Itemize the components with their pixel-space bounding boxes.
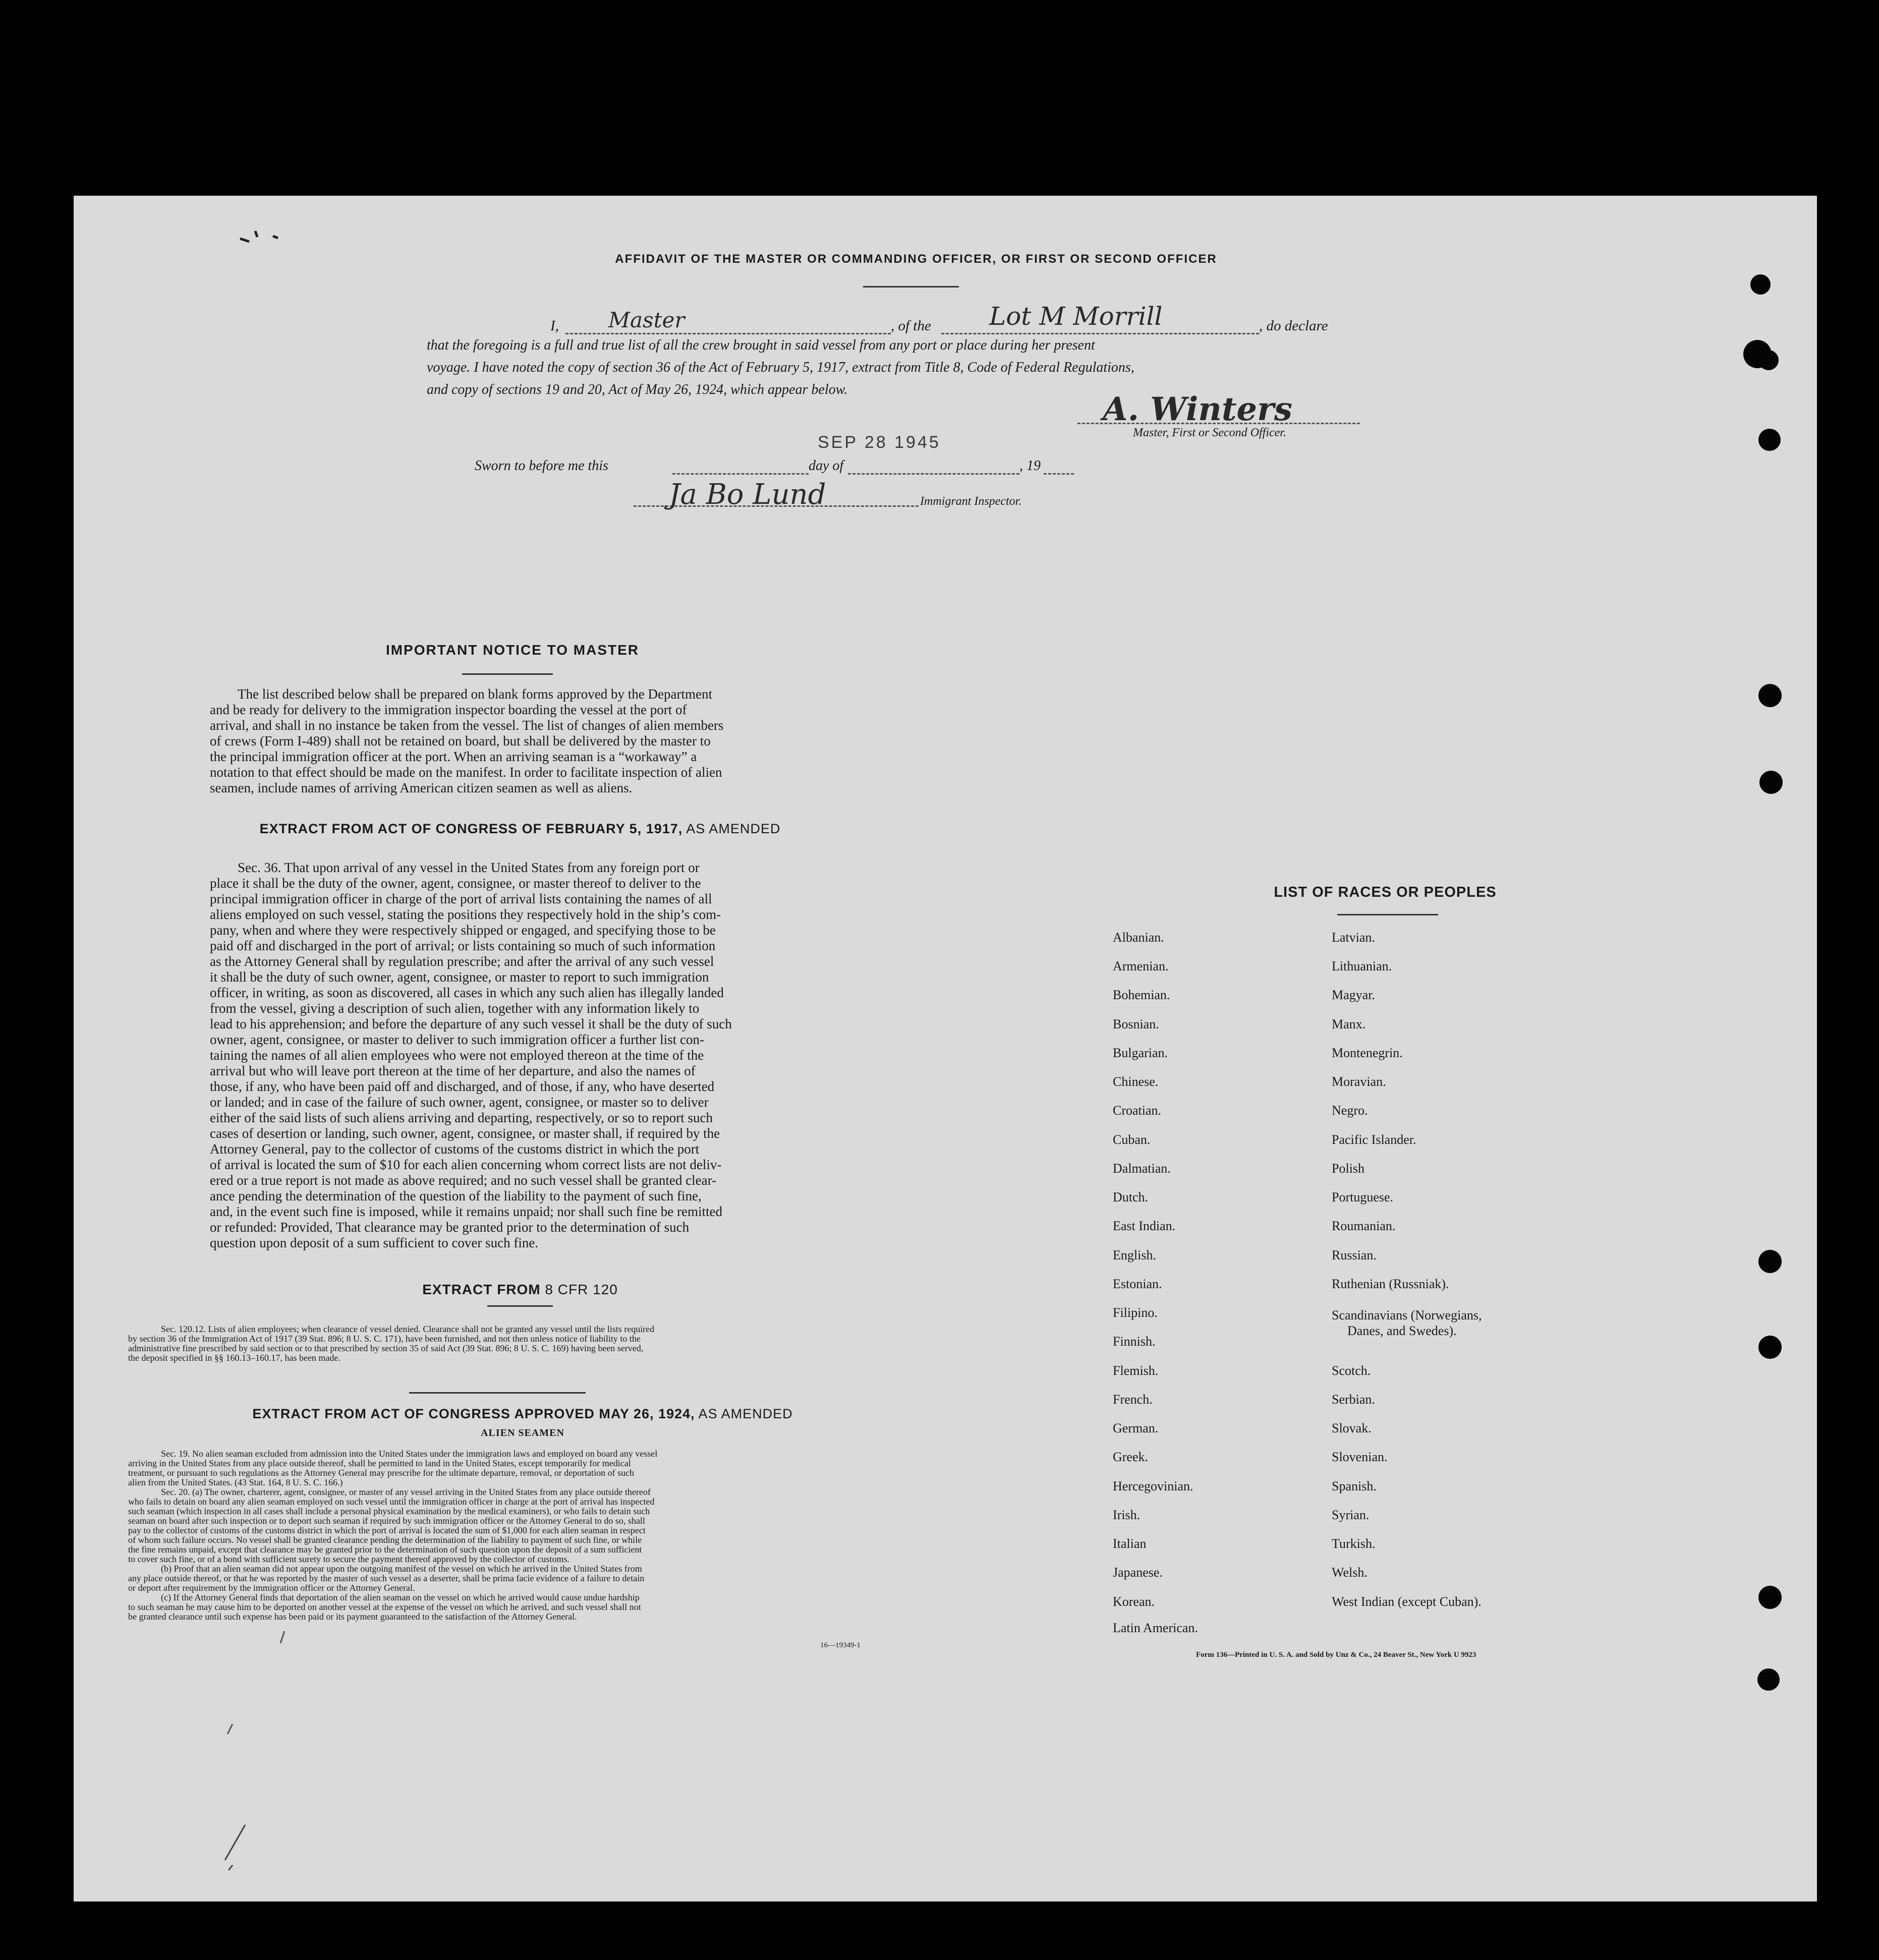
race-item: Spanish.	[1332, 1479, 1377, 1493]
notice-title: IMPORTANT NOTICE TO MASTER	[385, 642, 640, 658]
race-item: Manx.	[1332, 1017, 1366, 1031]
sec-36-line: or refunded: Provided, That clearance may be granted prior to the determination of such	[210, 1220, 690, 1235]
race-item: Moravian.	[1332, 1074, 1386, 1089]
race-item: Bulgarian.	[1113, 1046, 1168, 1060]
alien-seamen-subtitle: ALIEN SEAMEN	[481, 1427, 564, 1438]
sec-19-line: Sec. 19. No alien seaman excluded from admission into the United States under the immigration laws and employed on board any vessel	[161, 1449, 658, 1459]
notice-line: arrival, and shall in no instance be taken from the vessel. The list of changes of alien members	[210, 718, 724, 733]
sec-20b-line: any place outside thereof, or that he was reported by the master of such vessel as a deserter, shall be prima facie evidence of a failure to detain	[128, 1573, 645, 1583]
race-item: Magyar.	[1332, 988, 1375, 1002]
race-item: East Indian.	[1113, 1219, 1176, 1233]
inspector-caption: Immigrant Inspector.	[920, 495, 1022, 508]
form-page	[74, 196, 1817, 1901]
sec-36-line: ance pending the determination of the question of the liability to the payment of such fine,	[210, 1188, 702, 1203]
race-item: Dutch.	[1113, 1190, 1149, 1204]
statement-line-2: voyage. I have noted the copy of section 36 of the Act of February 5, 1917, extract from Title 8, Code of Federal Regulations,	[427, 360, 1134, 375]
do-declare-label: , do declare	[1259, 318, 1328, 334]
extract-1924-title-bold: EXTRACT FROM ACT OF CONGRESS APPROVED MAY 26, 1924,	[252, 1406, 695, 1421]
sec-20b-line: (b) Proof that an alien seaman did not appear upon the outgoing manifest of the vessel on which he arrived in the United States from	[161, 1564, 642, 1574]
scan-marks	[74, 196, 1817, 1901]
sec-36-line: taining the names of all alien employees who were not employed thereon at the time of the	[210, 1048, 704, 1063]
sec-36-line: place it shall be the duty of the owner, agent, consignee, or master thereof to deliver to the	[210, 876, 701, 891]
form-code: 16—19349-1	[820, 1641, 861, 1649]
sec-36-line: lead to his apprehension; and before the departure of any such vessel it shall be the duty of such	[210, 1016, 732, 1031]
race-item: Lithuanian.	[1332, 959, 1392, 973]
race-item: Hercegovinian.	[1113, 1479, 1193, 1493]
sec-19-line: arriving in the United States from any place outside thereof, shall be permitted to land in the United States, except temporarily for medical	[128, 1458, 631, 1468]
sec-19-line: treatment, or pursuant to such regulations as the Attorney General may prescribe for the ultimate departure, removal, or deportation of such	[128, 1468, 635, 1478]
sec-36-line: principal immigration officer in charge of the port of arrival lists containing the names of all	[210, 891, 712, 906]
race-item: Estonian.	[1113, 1277, 1162, 1291]
sec-36-line: Attorney General, pay to the collector of customs of the customs district in which the port	[210, 1141, 700, 1157]
race-item: Albanian.	[1113, 930, 1164, 945]
sec-20-line: of whom such failure occurs. No vessel shall be granted clearance pending the determination of the liability to payment of such fine, or while	[128, 1535, 642, 1545]
day-of-label: day of	[809, 458, 844, 474]
sec-20-line: the fine remains unpaid, except that clearance may be granted prior to the determination of such question upon the deposit of a sum sufficient	[128, 1544, 642, 1554]
sec-36-line: and, in the event such fine is imposed, while it remains unpaid; nor shall such fine be remitted	[210, 1204, 723, 1219]
affidavit-title: AFFIDAVIT OF THE MASTER OR COMMANDING OFFICER, OR FIRST OR SECOND OFFICER	[615, 252, 1217, 266]
race-item: Ruthenian (Russniak).	[1332, 1277, 1449, 1291]
race-item: Irish.	[1113, 1508, 1141, 1522]
races-title: LIST OF RACES OR PEOPLES	[1274, 884, 1497, 900]
sec-36-line: or landed; and in case of the failure of such owner, agent, consignee, or master so to deliver	[210, 1094, 709, 1110]
race-item: Latin American.	[1113, 1621, 1198, 1635]
race-item: Welsh.	[1332, 1565, 1368, 1580]
race-item-continuation: Danes, and Swedes).	[1347, 1323, 1457, 1338]
cfr-line: Sec. 120.12. Lists of alien employees; when clearance of vessel denied. Clearance shall not be granted any vessel until the lists required	[161, 1324, 655, 1334]
race-item: Scotch.	[1332, 1363, 1371, 1378]
sec-36-line: as the Attorney General shall by regulation prescribe; and after the arrival of any such vessel	[210, 954, 714, 969]
race-item: Finnish.	[1113, 1334, 1156, 1349]
race-item: Pacific Islander.	[1332, 1132, 1416, 1147]
sec-20-line: who fails to detain on board any alien seaman employed on such vessel until the immigration officer in charge at the port of arrival has inspected	[128, 1496, 655, 1507]
race-item: Bosnian.	[1113, 1017, 1159, 1031]
race-item: Japanese.	[1113, 1565, 1163, 1580]
race-item: French.	[1113, 1392, 1153, 1407]
race-item: Greek.	[1113, 1450, 1149, 1464]
sec-36-line: ered or a true report is not made as above required; and no such vessel shall be granted clear-	[210, 1173, 717, 1188]
sec-20-line: pay to the collector of customs of the customs district in which the port of arrival is located the sum of $1,000 for each alien seaman in respect	[128, 1525, 646, 1535]
race-item: Serbian.	[1332, 1392, 1375, 1407]
sec-36-line: owner, agent, consignee, or master to deliver to such immigration officer a further list con-	[210, 1032, 704, 1047]
sec-20-line: seaman on board after such inspection or to deport such seaman if required by such immigration officer or the Attorney General to do so, shall	[128, 1516, 645, 1526]
i-label: I,	[550, 318, 559, 334]
sec-36-line: question upon deposit of a sum sufficient to cover such fine.	[210, 1235, 539, 1250]
sec-20c-line: to such seaman he may cause him to be deported on another vessel at the expense of the vessel on which he arrived, and such vessel shall not	[128, 1602, 641, 1612]
sec-36-line: arrival but who will leave port thereon at the time of her departure, and also the names of	[210, 1063, 696, 1078]
sec-36-line: it shall be the duty of such owner, agent, consignee, or master to report to such immigration	[210, 969, 709, 985]
sec-36-line: officer, in writing, as soon as discovered, all cases in which any such alien has illegally landed	[210, 985, 724, 1000]
race-item: Italian	[1113, 1536, 1147, 1551]
sec-20b-line: or deport after requirement by the immigration officer or the Attorney General.	[128, 1583, 415, 1593]
race-item: Croatian.	[1113, 1103, 1162, 1118]
race-item: West Indian (except Cuban).	[1332, 1594, 1482, 1609]
sec-20c-line: be granted clearance until such expense has been paid or its payment guaranteed to the satisfaction of the Attorney General.	[128, 1611, 577, 1622]
statement-line-1: that the foregoing is a full and true list of all the crew brought in said vessel from any port or place during her present	[427, 337, 1095, 353]
race-item: Cuban.	[1113, 1132, 1151, 1147]
race-item: Slovenian.	[1332, 1450, 1388, 1464]
cfr-line: the deposit specified in §§ 160.13–160.17, has been made.	[128, 1353, 340, 1363]
race-item: Bohemian.	[1113, 988, 1170, 1002]
race-item: German.	[1113, 1421, 1159, 1435]
sec-20-line: to cover such fine, or of a bond with sufficient surety to secure the payment thereof approved by the collector of customs.	[128, 1554, 570, 1564]
race-item: Scandinavians (Norwegians,	[1332, 1308, 1482, 1322]
notice-line: and be ready for delivery to the immigration inspector boarding the vessel at the port of	[210, 702, 687, 717]
race-item: Turkish.	[1332, 1536, 1376, 1551]
extract-1917-title-bold: EXTRACT FROM ACT OF CONGRESS OF FEBRUARY 5, 1917,	[259, 821, 683, 836]
race-item: Negro.	[1332, 1103, 1368, 1118]
sec-36-line: from the vessel, giving a description of such alien, together with any information likely to	[210, 1001, 700, 1016]
sec-36-line: of arrival is located the sum of $10 for each alien concerning whom correct lists are not deliv-	[210, 1157, 722, 1172]
race-item: Russian.	[1332, 1248, 1377, 1262]
of-the-label: , of the	[891, 318, 931, 334]
master-signature: A. Winters	[1103, 390, 1292, 428]
sec-36-line: paid off and discharged in the port of arrival; or lists containing so much of such information	[210, 938, 716, 953]
sworn-label: Sworn to before me this	[475, 458, 608, 474]
sec-36-line: pany, when and where they were respectively shipped or engaged, and specifying those to be	[210, 923, 716, 938]
race-item: Roumanian.	[1332, 1219, 1396, 1233]
vessel-handwritten: Lot M Morrill	[989, 302, 1163, 331]
sec-20-line: such seaman (which inspection in all cases shall include a personal physical examination by the medical examiners), or who fails to detain such	[128, 1506, 650, 1516]
year-label: , 19	[1019, 458, 1041, 474]
notice-line: of crews (Form I-489) shall not be retained on board, but shall be delivered by the master to	[210, 733, 711, 748]
race-item: Syrian.	[1332, 1508, 1370, 1522]
sec-20-line: Sec. 20. (a) The owner, charterer, agent, consignee, or master of any vessel arriving in the United States from any place outside thereof	[161, 1487, 651, 1497]
race-item: Latvian.	[1332, 930, 1375, 945]
sec-19-line: alien from the United States. (43 Stat. 164, 8 U. S. C. 166.)	[128, 1477, 343, 1487]
sec-36-line: aliens employed on such vessel, stating the positions they respectively hold in the ship’s com-	[210, 907, 721, 922]
sec-36-line: either of the said lists of such aliens arriving and departing, respectively, or so to report such	[210, 1110, 713, 1125]
race-item: Portuguese.	[1332, 1190, 1394, 1204]
extract-1924-title-rest: AS AMENDED	[695, 1406, 793, 1421]
notice-line: The list described below shall be prepared on blank forms approved by the Department	[238, 686, 712, 702]
cfr-line: administrative fine prescribed by said section or to that prescribed by section 35 of said Act (39 Stat. 896; 8 U. S. C. 169) having been served,	[128, 1343, 644, 1353]
race-item: Montenegrin.	[1332, 1046, 1403, 1060]
race-item: Korean.	[1113, 1594, 1155, 1609]
race-item: Dalmatian.	[1113, 1161, 1171, 1176]
extract-cfr-title-rest: 8 CFR 120	[540, 1282, 618, 1297]
extract-cfr-title-bold: EXTRACT FROM	[422, 1282, 541, 1297]
cfr-line: by section 36 of the Immigration Act of 1917 (39 Stat. 896; 8 U. S. C. 171), have been furnished, and not then unless notice of liability to the	[128, 1334, 641, 1344]
sec-36-line: those, if any, who have been paid off and discharged, and of those, if any, who have deserted	[210, 1079, 715, 1094]
race-item: Slovak.	[1332, 1421, 1372, 1435]
notice-line: the principal immigration officer at the port. When an arriving seaman is a “workaway” a	[210, 749, 697, 764]
printer-line: Form 136—Printed in U. S. A. and Sold by Unz & Co., 24 Beaver St., New York U 9923	[1196, 1651, 1476, 1659]
statement-line-3: and copy of sections 19 and 20, Act of May 26, 1924, which appear below.	[427, 382, 848, 397]
notice-line: seamen, include names of arriving American citizen seamen as well as aliens.	[210, 780, 633, 795]
race-item: English.	[1113, 1248, 1156, 1262]
race-item: Polish	[1332, 1161, 1365, 1176]
declarant-handwritten: Master	[608, 308, 685, 332]
race-item: Armenian.	[1113, 959, 1169, 973]
sec-36-line: Sec. 36. That upon arrival of any vessel in the United States from any foreign port or	[238, 860, 700, 875]
race-item: Filipino.	[1113, 1305, 1158, 1320]
received-date-stamp: SEP 28 1945	[818, 433, 941, 452]
signature-caption: Master, First or Second Officer.	[1133, 426, 1286, 439]
notice-line: notation to that effect should be made on the manifest. In order to facilitate inspection of alien	[210, 765, 722, 780]
extract-1917-title-rest: AS AMENDED	[682, 821, 781, 836]
sec-36-line: cases of desertion or landing, such owner, agent, consignee, or master shall, if required by the	[210, 1126, 720, 1141]
sec-20c-line: (c) If the Attorney General finds that deportation of the alien seaman on the vessel on which he arrived would cause undue hardship	[161, 1592, 640, 1602]
race-item: Flemish.	[1113, 1363, 1159, 1378]
inspector-signature: Ja Bo Lund	[669, 478, 826, 511]
race-item: Chinese.	[1113, 1074, 1159, 1089]
